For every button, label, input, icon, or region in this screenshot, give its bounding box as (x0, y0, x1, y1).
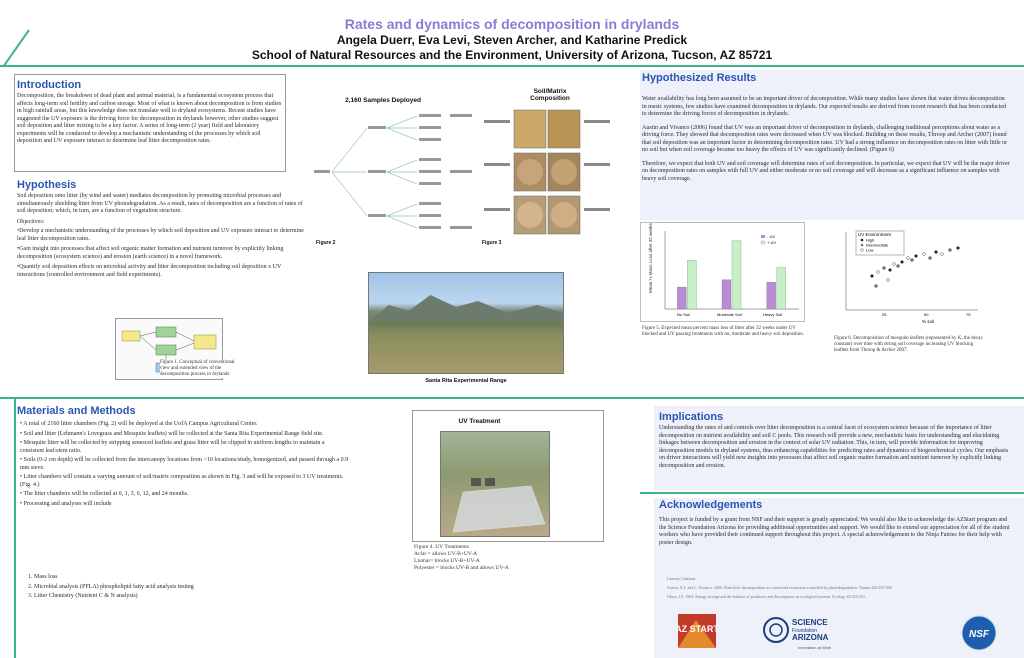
category-label: Heavy Soil (763, 312, 783, 317)
figure-1-caption: Figure 1. Conceptual of conventional view and extended view of the decomposition process in drylands (160, 360, 242, 378)
category-label: Moderate Soil (717, 312, 742, 317)
method-item: • Processing and analyses will include (20, 500, 112, 507)
scatter-point (883, 267, 886, 270)
references-label: Literary Citations (667, 576, 696, 581)
reference-item: Olson, J.S. 1963. Energy storage and the balance of producers and decomposers in ecological systems. Ecology 44:322-331. (667, 594, 866, 599)
results-paragraph: Austin and Vivanco (2006) found that UV was an important driver of decomposition in drylands, challenging traditional perceptions about water as a driving force. They showed that decomposition rates were decreased when UV was blocked. Building on these results, Throop and Archer (2007) found that soil deposition was an important factor in determining decomposition rates. UV had a strong influence on decomposition rates on litter with little or no soil but when soil coverage became too heavy the effects of UV was significantly declined. (Figure 6) (642, 124, 1008, 153)
method-item: • Soils (0-2 cm depth) will be collected from the intercanopy locations from >10 locations/study, homogenized, and passed through a 0.9 mm sieve. (20, 457, 349, 471)
hypothesized-results-text (642, 96, 1010, 185)
header-divider (0, 65, 1024, 67)
hypothesis-heading: Hypothesis (17, 179, 77, 191)
sfaz-line1: SCIENCE (792, 618, 828, 627)
azstart-logo (676, 612, 718, 650)
scatter-point (957, 247, 960, 250)
legend-item: Intermediate (866, 242, 889, 248)
x-tick-label: 50 (924, 312, 929, 317)
sfaz-line3: ARIZONA (792, 633, 829, 642)
decomposition-scatter-plot (832, 228, 982, 328)
scatter-point (893, 263, 896, 266)
scatter-point (915, 255, 918, 258)
references (667, 576, 917, 600)
scatter-point (907, 257, 910, 260)
figure-6-caption: Figure 6. Decomposition of mesquite leaflets (represented by K, the decay constant) over time with strong soil coverage increasing UV blocking leaflets from Throop & Archer 2007. (834, 336, 983, 353)
sfaz-line2: Foundation (792, 628, 818, 634)
acknowledgements-heading: Acknowledgements (659, 499, 763, 511)
introduction-heading: Introduction (17, 79, 82, 91)
bar (777, 268, 786, 309)
caption-line: Figure 4. UV Treatments (414, 544, 469, 550)
analysis-item: 2. Microbial analysis (PFLA) phospholipid fatty acid analysis testing (28, 583, 194, 590)
hypothesized-results-heading: Hypothesized Results (642, 72, 757, 84)
analyses-list (28, 574, 328, 603)
x-axis-label: % soil (922, 319, 935, 324)
uv-treatment-title: UV Treatment (458, 418, 501, 425)
legend-title: UV Environment (858, 232, 891, 237)
figure-4-caption (414, 544, 544, 572)
legend-swatch-minus-uv (761, 235, 765, 238)
category-label: No Soil (677, 312, 690, 317)
legend-swatch-plus-uv (761, 241, 765, 244)
analysis-item: 3. Litter Chemistry (Nutrient C & N analysis) (28, 593, 138, 599)
scatter-point (889, 269, 892, 272)
azstart-logo-graphic (676, 612, 718, 650)
scatter-point (877, 271, 880, 274)
x-tick-label: 75 (966, 312, 971, 317)
poster-title: Rates and dynamics of decomposition in drylands (344, 16, 680, 32)
bar (767, 282, 776, 309)
objective-item: •Quantify soil deposition effects on microbial activity and litter decomposition including soil deposition x UV interactions (controlled environment and field experiments). (17, 264, 282, 278)
implications-text: Understanding the rates of and controls over litter decomposition is a central facet of ecosystem science because of the importance of litter decomposition on nutrient availability and soil C pools. This research will provide a new, mechanistic basis for understanding and elucidating linkages between decomposition and erosion in the context of solar UV radiation. This, in turn, will provide information for improving decomposition models in dryland systems, thus enhancing capabilities for predicting rates and dynamics of biogeochemical cycles. Our emphasis on driver interactions will yield new insights into processes that affect soil organic matter formation and nutrient turnover by explicitly linking decomposition and erosion. (659, 425, 1009, 469)
objectives-label: Objectives: (17, 218, 45, 225)
samples-tree-graphic (312, 108, 480, 236)
soil-matrix-samples-graphic (482, 108, 612, 238)
nsf-logo-text: NSF (969, 629, 989, 640)
uv-treatment-photo (440, 431, 550, 537)
results-paragraph: Water availability has long been assumed to be an important driver of decomposition. While many studies have shown that water drives decomposition in mesic systems, few studies have examined decomposition in drylands. Our expected results are derived from recent research that has been conducted to determine the driving forces of decomposition in drylands. (642, 96, 1007, 117)
x-tick-label: 25 (882, 312, 887, 317)
objective-item: •Gain insight into processes that affect soil organic matter formation and nutrient turnover by explicitly linking decomposition (ecosystem science) and erosion (earth science) in a novel framework. (17, 246, 284, 260)
implications-heading: Implications (659, 411, 724, 423)
y-axis-label: Mean % Mass Loss after 32 weeks (648, 223, 653, 293)
figure-3-title: Soil/Matrix Composition (530, 88, 570, 102)
scatter-point (897, 265, 900, 268)
poster-authors: Angela Duerr, Eva Levi, Steven Archer, and Katharine Predick (336, 33, 688, 47)
scatter-point (871, 275, 874, 278)
introduction-text: Decomposition, the breakdown of dead plant and animal material, is a fundamental ecosystem process that affects long-term soil fertility and carbon storage. Most of what is known about decomposition is from studies in high rainfall areas, but this knowledge does not translate well to dryland ecosystems. Recent studies have suggested the UV exposure is the driving force for decomposition in drylands however, other studies suggest soil deposition and litter mixing to be a key factor. A series of long-term (2 year) field and laboratory experiments will be conducted to develop a mechanistic understanding of the processes by which soil deposition and UV exposure interact to determine leaf litter decomposition rates. (17, 93, 282, 144)
acknowledgements-text: This project is funded by a grant from NSF and their support is greatly appreciated. We would also like to acknowledge the AZStart program and the Science Foundation Arizona for providing additional opportunities and support. We would like to extend our appreciation for all of the student workers who have provided their continued support throughout this project. A special acknowledgement to the Ninja Fairies for their help with poster design. (659, 517, 1010, 546)
analysis-item: 1. Mass loss (28, 574, 58, 580)
landscape-caption: Santa Rita Experimental Range (425, 378, 507, 384)
scatter-point (911, 259, 914, 262)
figure-3-label: Figure 3 (482, 240, 502, 246)
method-item: • The litter chambers will be collected at 0, 1, 3, 6, 12, and 24 months. (20, 491, 189, 497)
scatter-point (887, 279, 890, 282)
materials-methods-list (20, 421, 350, 510)
bar (732, 241, 741, 309)
azstart-logo-text: AZ START (676, 624, 718, 634)
scatter-point (941, 253, 944, 256)
santa-rita-landscape-photo (368, 272, 564, 374)
method-item: • Soil and litter (Lehmann's Lovegrass and Mesquite leaflets) will be collected at the Santa Rita Experimental Range field site. (20, 430, 324, 437)
method-item: • Mesquite litter will be collected by stripping senesced leaflets and grass litter will be clipped in uniform lengths to maintain a consistent leaf:stem ratio. (20, 440, 325, 454)
figure-5-chart (640, 222, 805, 322)
caption-line: Polyester = blocks UV-B and allows UV-A (414, 565, 509, 571)
objective-item: •Develop a mechanistic understanding of the processes by which soil deposition and UV exposure interact to determine leaf litter decomposition rates. (17, 228, 304, 242)
method-item: • A total of 2160 litter chambers (Fig. 2) will be deployed at the UofA Campus Agricultural Center. (20, 421, 258, 427)
method-item: • Litter chambers will contain a varying amount of soil/matrix composition as shown in Fig. 3 and will be exposed to 3 UV treatments. (Fig. 4.) (20, 474, 344, 488)
bar (677, 287, 686, 309)
figure-6-chart (832, 228, 982, 328)
figure-2-label: Figure 2 (316, 240, 336, 246)
scatter-point (949, 249, 952, 252)
legend-minus-uv: - UV (767, 234, 775, 239)
scatter-point (901, 261, 904, 264)
reference-item: Austin, A.T. and L. Vivanco. 2006. Plant litter decomposition in a semi-arid ecosystem controlled by photodegradation. Nature 442:555-558. (667, 585, 893, 590)
figure-3-photo-grid (482, 108, 612, 238)
nsf-logo (960, 614, 998, 652)
science-foundation-arizona-logo (762, 612, 872, 652)
mountain-silhouette (369, 291, 563, 321)
legend-marker (861, 239, 864, 242)
caption-line: Llumar= blocks UV-B+UV-A (414, 558, 480, 564)
legend-marker (861, 249, 864, 252)
scatter-point (875, 285, 878, 288)
legend-item: Low (866, 247, 874, 253)
scatter-point (935, 251, 938, 254)
ack-divider (640, 492, 1024, 494)
scatter-point (923, 253, 926, 256)
sfaz-logo-graphic (762, 612, 872, 652)
scatter-point (929, 257, 932, 260)
bar (687, 260, 696, 309)
legend-plus-uv: + UV (767, 240, 777, 245)
legend-marker (861, 244, 864, 247)
figure-5-caption: Figure 5. Expected mean percent mass loss of litter after 32 weeks under UV blocked and UV passing treatments with no, moderate and heavy soil deposition. (642, 326, 804, 337)
sfaz-tagline: Innovation at Work (798, 645, 832, 650)
mass-loss-bar-chart (641, 223, 806, 323)
figure-2-tree-diagram (312, 108, 480, 236)
poster-affiliation: School of Natural Resources and the Environment, University of Arizona, Tucson, AZ 85721 (251, 48, 773, 62)
uv-frame-graphic (441, 432, 550, 537)
materials-methods-heading: Materials and Methods (17, 405, 136, 417)
hypothesis-text (17, 193, 307, 281)
mid-divider (0, 397, 1024, 399)
hypothesis-statement: Soil deposition onto litter (by wind and water) mediates decomposition by promoting microbial processes and simultaneously shielding litter from UV photodegradation. As a result, rates of decomposition are a function of rates of soil deposition; which, in turn, are a function of vegetation structure. (17, 193, 303, 214)
caption-line: Aclar = allows UV-B+UV-A (414, 551, 478, 557)
legend-item: High (866, 237, 875, 243)
figure-2-title: 2,160 Samples Deployed (345, 97, 421, 104)
nsf-logo-graphic (960, 614, 998, 652)
bar (722, 280, 731, 309)
left-vertical-line (14, 397, 16, 658)
results-paragraph: Therefore, we expect that both UV and soil coverage will determine rates of soil decomposition. In particular, we expect that UV will be the major driver on decomposition rates on samples with full UV and either moderate or no soil coverage and will decrease as a significant influence on samples with heavy soil coverage. (642, 160, 1010, 182)
